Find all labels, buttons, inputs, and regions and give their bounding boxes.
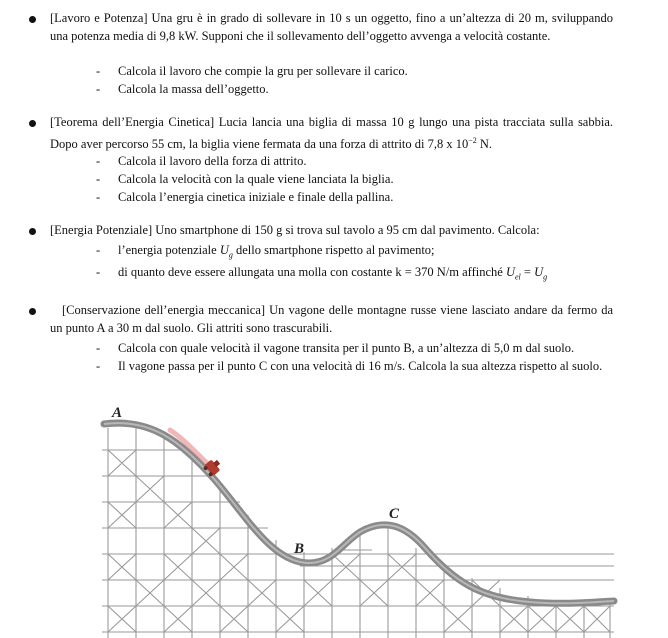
exercise-4-text: [Conservazione dell’energia meccanica] Un vagone delle montagne russe viene lasciato andare da fermo da un punto A a 30 m dal suolo. Gli attriti sono trascurabili.: [50, 303, 613, 335]
exercise-2-text: [Teorema dell’Energia Cinetica] Lucia lancia una biglia di massa 10 g lungo una pista tracciata sulla sabbia. Dopo aver percorso 55 cm, la biglia viene fermata da una forza di attrito di 7,8 x $10^{-2}$ N.: [50, 115, 613, 151]
dash-icon: -: [96, 359, 101, 373]
dash-icon: -: [96, 154, 101, 168]
dash-icon: -: [96, 190, 101, 204]
exercise-3-text: [Energia Potenziale] Uno smartphone di 150 g si trova sul tavolo a 95 cm dal pavimento. Calcola:: [50, 223, 540, 237]
dash-icon: -: [96, 172, 101, 186]
dash-icon: -: [96, 64, 101, 78]
dash-icon: -: [96, 82, 101, 96]
dash-icon: -: [96, 265, 101, 279]
exercise-1-text: [Lavoro e Potenza] Una gru è in grado di sollevare in 10 s un oggetto, fino a un’altezza di 20 m, sviluppando una potenza media di 9,8 kW. Supponi che il sollevamento dell’oggetto avvenga a velocità costante.: [50, 11, 613, 43]
label-c: C: [389, 506, 400, 522]
cart-trail: [170, 430, 208, 464]
dash-icon: -: [96, 341, 101, 355]
dash-icon: -: [96, 243, 101, 257]
label-b: B: [294, 541, 305, 557]
label-a: A: [112, 405, 123, 421]
